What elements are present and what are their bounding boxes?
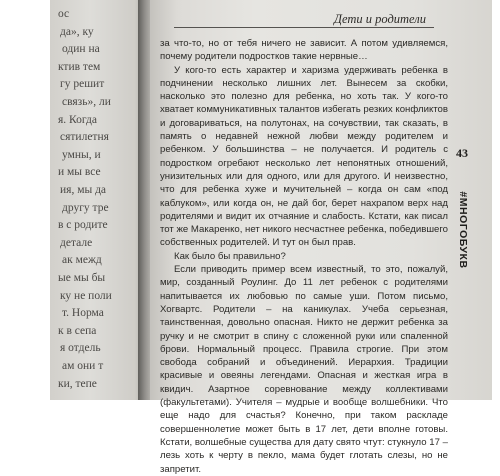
left-page-line: ак межд [62, 254, 102, 267]
left-page-line: связь», ли [62, 96, 111, 108]
body-paragraph: Как было бы правильно? [174, 250, 286, 262]
left-page-line: один на [62, 43, 100, 56]
left-page-line: умны, и [62, 148, 101, 161]
left-page-line: я отдель [60, 342, 101, 355]
running-header-title: Дети и родители [334, 12, 426, 26]
left-page-line: ки, тепе [58, 377, 97, 390]
left-page [50, 0, 150, 400]
page-body-text [160, 37, 448, 476]
left-page-line: ктив тем [58, 60, 101, 73]
section-hashtag: #МНОГОБУКВ [457, 191, 469, 269]
left-page-line: сятилетня [60, 131, 109, 144]
body-paragraph: за что-то, но от тебя ничего не зависит. А потом удивляемся, почему родители подростков такие нервные… [160, 38, 448, 63]
left-page-line: да», ку [60, 25, 94, 38]
right-page [150, 0, 500, 475]
left-page-line: в с родите [58, 219, 108, 232]
page-number: 43 [456, 146, 468, 160]
left-page-line: гу решит [60, 78, 105, 91]
left-page-line: ос [58, 8, 70, 20]
left-page-line: к в сепа [58, 324, 97, 337]
photo-right-margin [492, 0, 500, 400]
left-page-line: ку не поли [60, 289, 112, 302]
left-page-line: и мы все [58, 166, 101, 179]
left-page-line: т. Норма [62, 307, 104, 320]
left-page-line: детале [60, 236, 93, 249]
left-page-line: ые мы бы [58, 272, 106, 284]
left-page-line: я. Когда [58, 113, 97, 126]
body-paragraph: У кого-то есть характер и харизма удерживать ребенка в подчинении несколько лишних лет. Вынесем за скобки, насколько это полезно для ребенка, но хоть так. У кого-то хватает коммуникативных талантов избегать резких конфликтов и договариваться, на полутонах, на сочувствии, так сказать, в память о недавней нежной любви между родителем и ребенком. У большинства – не получается. И родитель с подростком огребают несколько лет непонятных отношений, унизительных или для одного, или для другого. И неизвестно, что для ребенка хуже и мучительней – когда он сам «под каблуком», или когда он, не дай бог, берет нахрапом верх над родителями и видит их отчаяние и слабость. Кстати, как писал тот же Макаренко, нет никого несчастнее ребенка, победившего собственных родителей. И тут он был прав. [160, 64, 448, 249]
left-page-line: ия, мы да [60, 184, 107, 196]
header-rule [174, 27, 434, 28]
left-page-line: другу тре [62, 201, 109, 214]
body-paragraph: Если приводить пример всем известный, то это, пожалуй, мир, созданный Роулинг. До 11 лет ребенок с родителями напитывается их любовью по самые уши. Потом письмо, Хогвартс. Родители – на каникулах. Учеба серьезная, таинственная, довольно опасная. Никто не держит ребенка за ручку и не смотрит в спину с сложенной руки или спаленной брови. Нормальный процесс. Правила строгие. При этом свобода собраний и объединений. Иерархия. Традиции красивые и овеяны легендами. Опасная и жесткая игра в квидич. Азартное соревнование между коллективами (факультетами). Учителя – мудрые и вообще волшебники. Что еще надо для счастья? Конечно, при таком раскладе совершеннолетие может быть в 17 лет, дети вполне готовы. Кстати, волшебные существа для дату свято чтут: стукнуло 17 – лезь хоть к черту в пекло, мама будет глотать слезы, но не запретит. [160, 264, 448, 475]
left-page-line: ам они т [62, 360, 104, 372]
